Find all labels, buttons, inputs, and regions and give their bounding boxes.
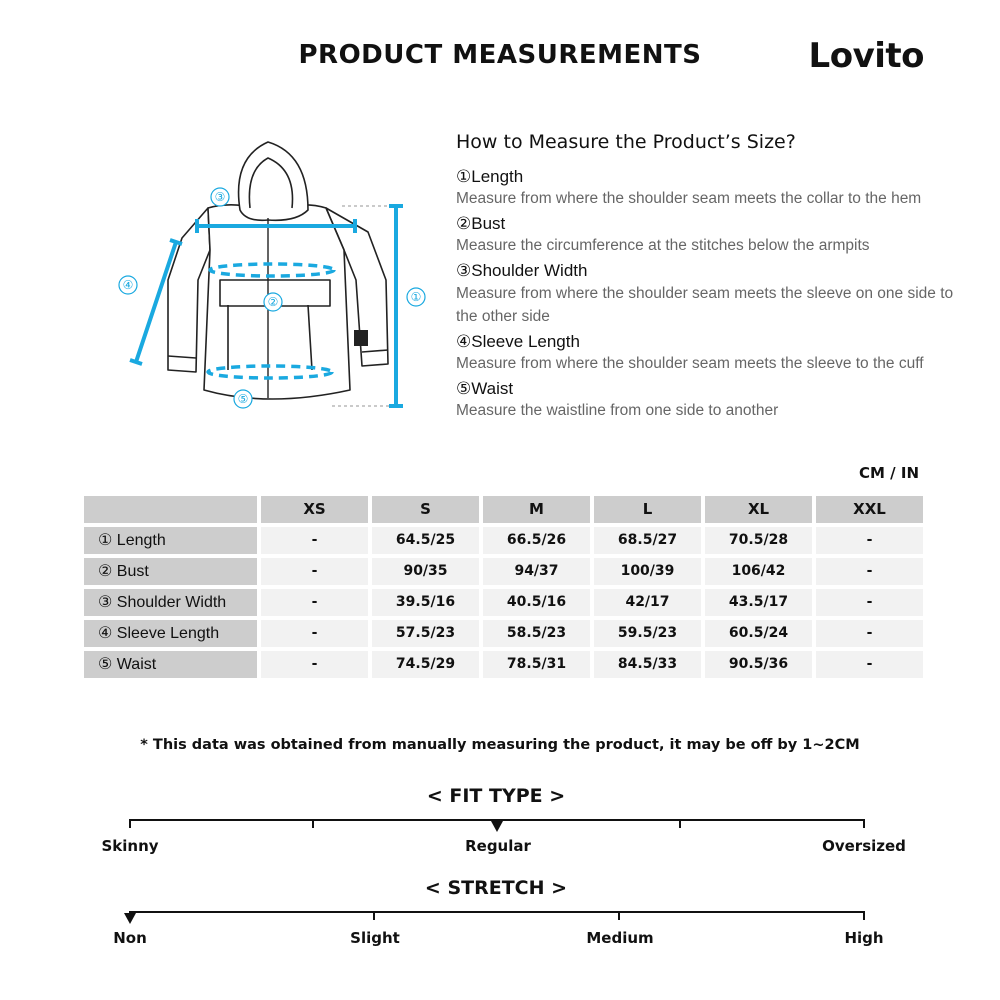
table-cell: 64.5/25 <box>372 527 479 554</box>
shoulder-width-desc: Measure from where the shoulder seam meets the sleeve on one side to the other side <box>456 285 954 325</box>
table-cell: - <box>816 527 923 554</box>
howto-heading: How to Measure the Product’s Size? <box>456 131 796 153</box>
table-cell: 58.5/23 <box>483 620 590 647</box>
stretch-tick <box>373 911 375 920</box>
table-cell: - <box>261 620 368 647</box>
size-header-xxl: XXL <box>816 496 923 523</box>
unit-label: CM / IN <box>859 464 919 482</box>
fit-label-oversized: Oversized <box>822 837 906 855</box>
table-cell: 78.5/31 <box>483 651 590 678</box>
fit-type-tick <box>129 819 131 828</box>
table-cell: 60.5/24 <box>705 620 812 647</box>
table-cell: 66.5/26 <box>483 527 590 554</box>
shoulder-width-title: ③Shoulder Width <box>456 261 588 280</box>
stretch-tick <box>863 911 865 920</box>
footnote: * This data was obtained from manually measuring the product, it may be off by 1~2CM <box>140 737 860 753</box>
table-cell: 40.5/16 <box>483 589 590 616</box>
waist-title: ⑤Waist <box>456 379 514 398</box>
table-cell: 106/42 <box>705 558 812 585</box>
size-header-m: M <box>483 496 590 523</box>
jacket-measurement-diagram <box>100 130 440 420</box>
hood <box>239 142 308 220</box>
sleeve-length-desc: Measure from where the shoulder seam meets the sleeve to the cuff <box>456 355 924 372</box>
table-cell: 74.5/29 <box>372 651 479 678</box>
stretch-scale-line <box>129 911 865 913</box>
table-cell: 39.5/16 <box>372 589 479 616</box>
stretch-label-slight: Slight <box>350 929 400 947</box>
table-cell: 42/17 <box>594 589 701 616</box>
table-cell: 100/39 <box>594 558 701 585</box>
table-cell: - <box>261 527 368 554</box>
stretch-title: < STRETCH > <box>424 877 568 899</box>
bust-title: ②Bust <box>456 214 506 233</box>
table-cell: - <box>816 620 923 647</box>
marker-bust: ② <box>267 295 279 309</box>
table-cell: - <box>816 589 923 616</box>
fit-type-marker <box>491 821 503 832</box>
row-label-sleeve-length: ④ Sleeve Length <box>84 620 257 647</box>
bust-desc: Measure the circumference at the stitches below the armpits <box>456 237 870 254</box>
table-cell: - <box>261 589 368 616</box>
waist-desc: Measure the waistline from one side to another <box>456 402 779 419</box>
fit-label-skinny: Skinny <box>101 837 159 855</box>
table-cell: 84.5/33 <box>594 651 701 678</box>
table-cell: 94/37 <box>483 558 590 585</box>
table-cell: 43.5/17 <box>705 589 812 616</box>
table-cell: 57.5/23 <box>372 620 479 647</box>
table-cell: - <box>261 651 368 678</box>
table-cell: 68.5/27 <box>594 527 701 554</box>
stretch-marker <box>124 913 136 924</box>
marker-length: ① <box>410 290 422 304</box>
size-header-xl: XL <box>705 496 812 523</box>
marker-waist: ⑤ <box>237 392 249 406</box>
fit-type-tick <box>312 819 314 828</box>
table-corner <box>84 496 257 523</box>
table-cell: 90.5/36 <box>705 651 812 678</box>
marker-shoulder: ③ <box>214 190 226 204</box>
size-header-s: S <box>372 496 479 523</box>
row-label-waist: ⑤ Waist <box>84 651 257 678</box>
fit-type-tick <box>863 819 865 828</box>
left-sleeve <box>168 208 210 372</box>
length-title: ①Length <box>456 167 524 186</box>
table-cell: - <box>816 651 923 678</box>
stretch-label-medium: Medium <box>586 929 654 947</box>
table-cell: 90/35 <box>372 558 479 585</box>
size-header-xs: XS <box>261 496 368 523</box>
table-cell: - <box>261 558 368 585</box>
sleeve-length-title: ④Sleeve Length <box>456 332 580 351</box>
table-cell: 70.5/28 <box>705 527 812 554</box>
stretch-tick <box>618 911 620 920</box>
brand-logo: Lovito <box>808 36 924 76</box>
page-title: PRODUCT MEASUREMENTS <box>298 40 702 70</box>
fit-label-regular: Regular <box>465 837 531 855</box>
row-label-shoulder-width: ③ Shoulder Width <box>84 589 257 616</box>
length-desc: Measure from where the shoulder seam meets the collar to the hem <box>456 190 922 207</box>
fit-type-title: < FIT TYPE > <box>426 785 566 807</box>
size-header-l: L <box>594 496 701 523</box>
row-label-bust: ② Bust <box>84 558 257 585</box>
marker-sleeve: ④ <box>122 278 134 292</box>
table-cell: - <box>816 558 923 585</box>
fit-type-tick <box>679 819 681 828</box>
stretch-label-high: High <box>844 929 884 947</box>
stretch-label-non: Non <box>113 929 147 947</box>
table-cell: 59.5/23 <box>594 620 701 647</box>
row-label-length: ① Length <box>84 527 257 554</box>
